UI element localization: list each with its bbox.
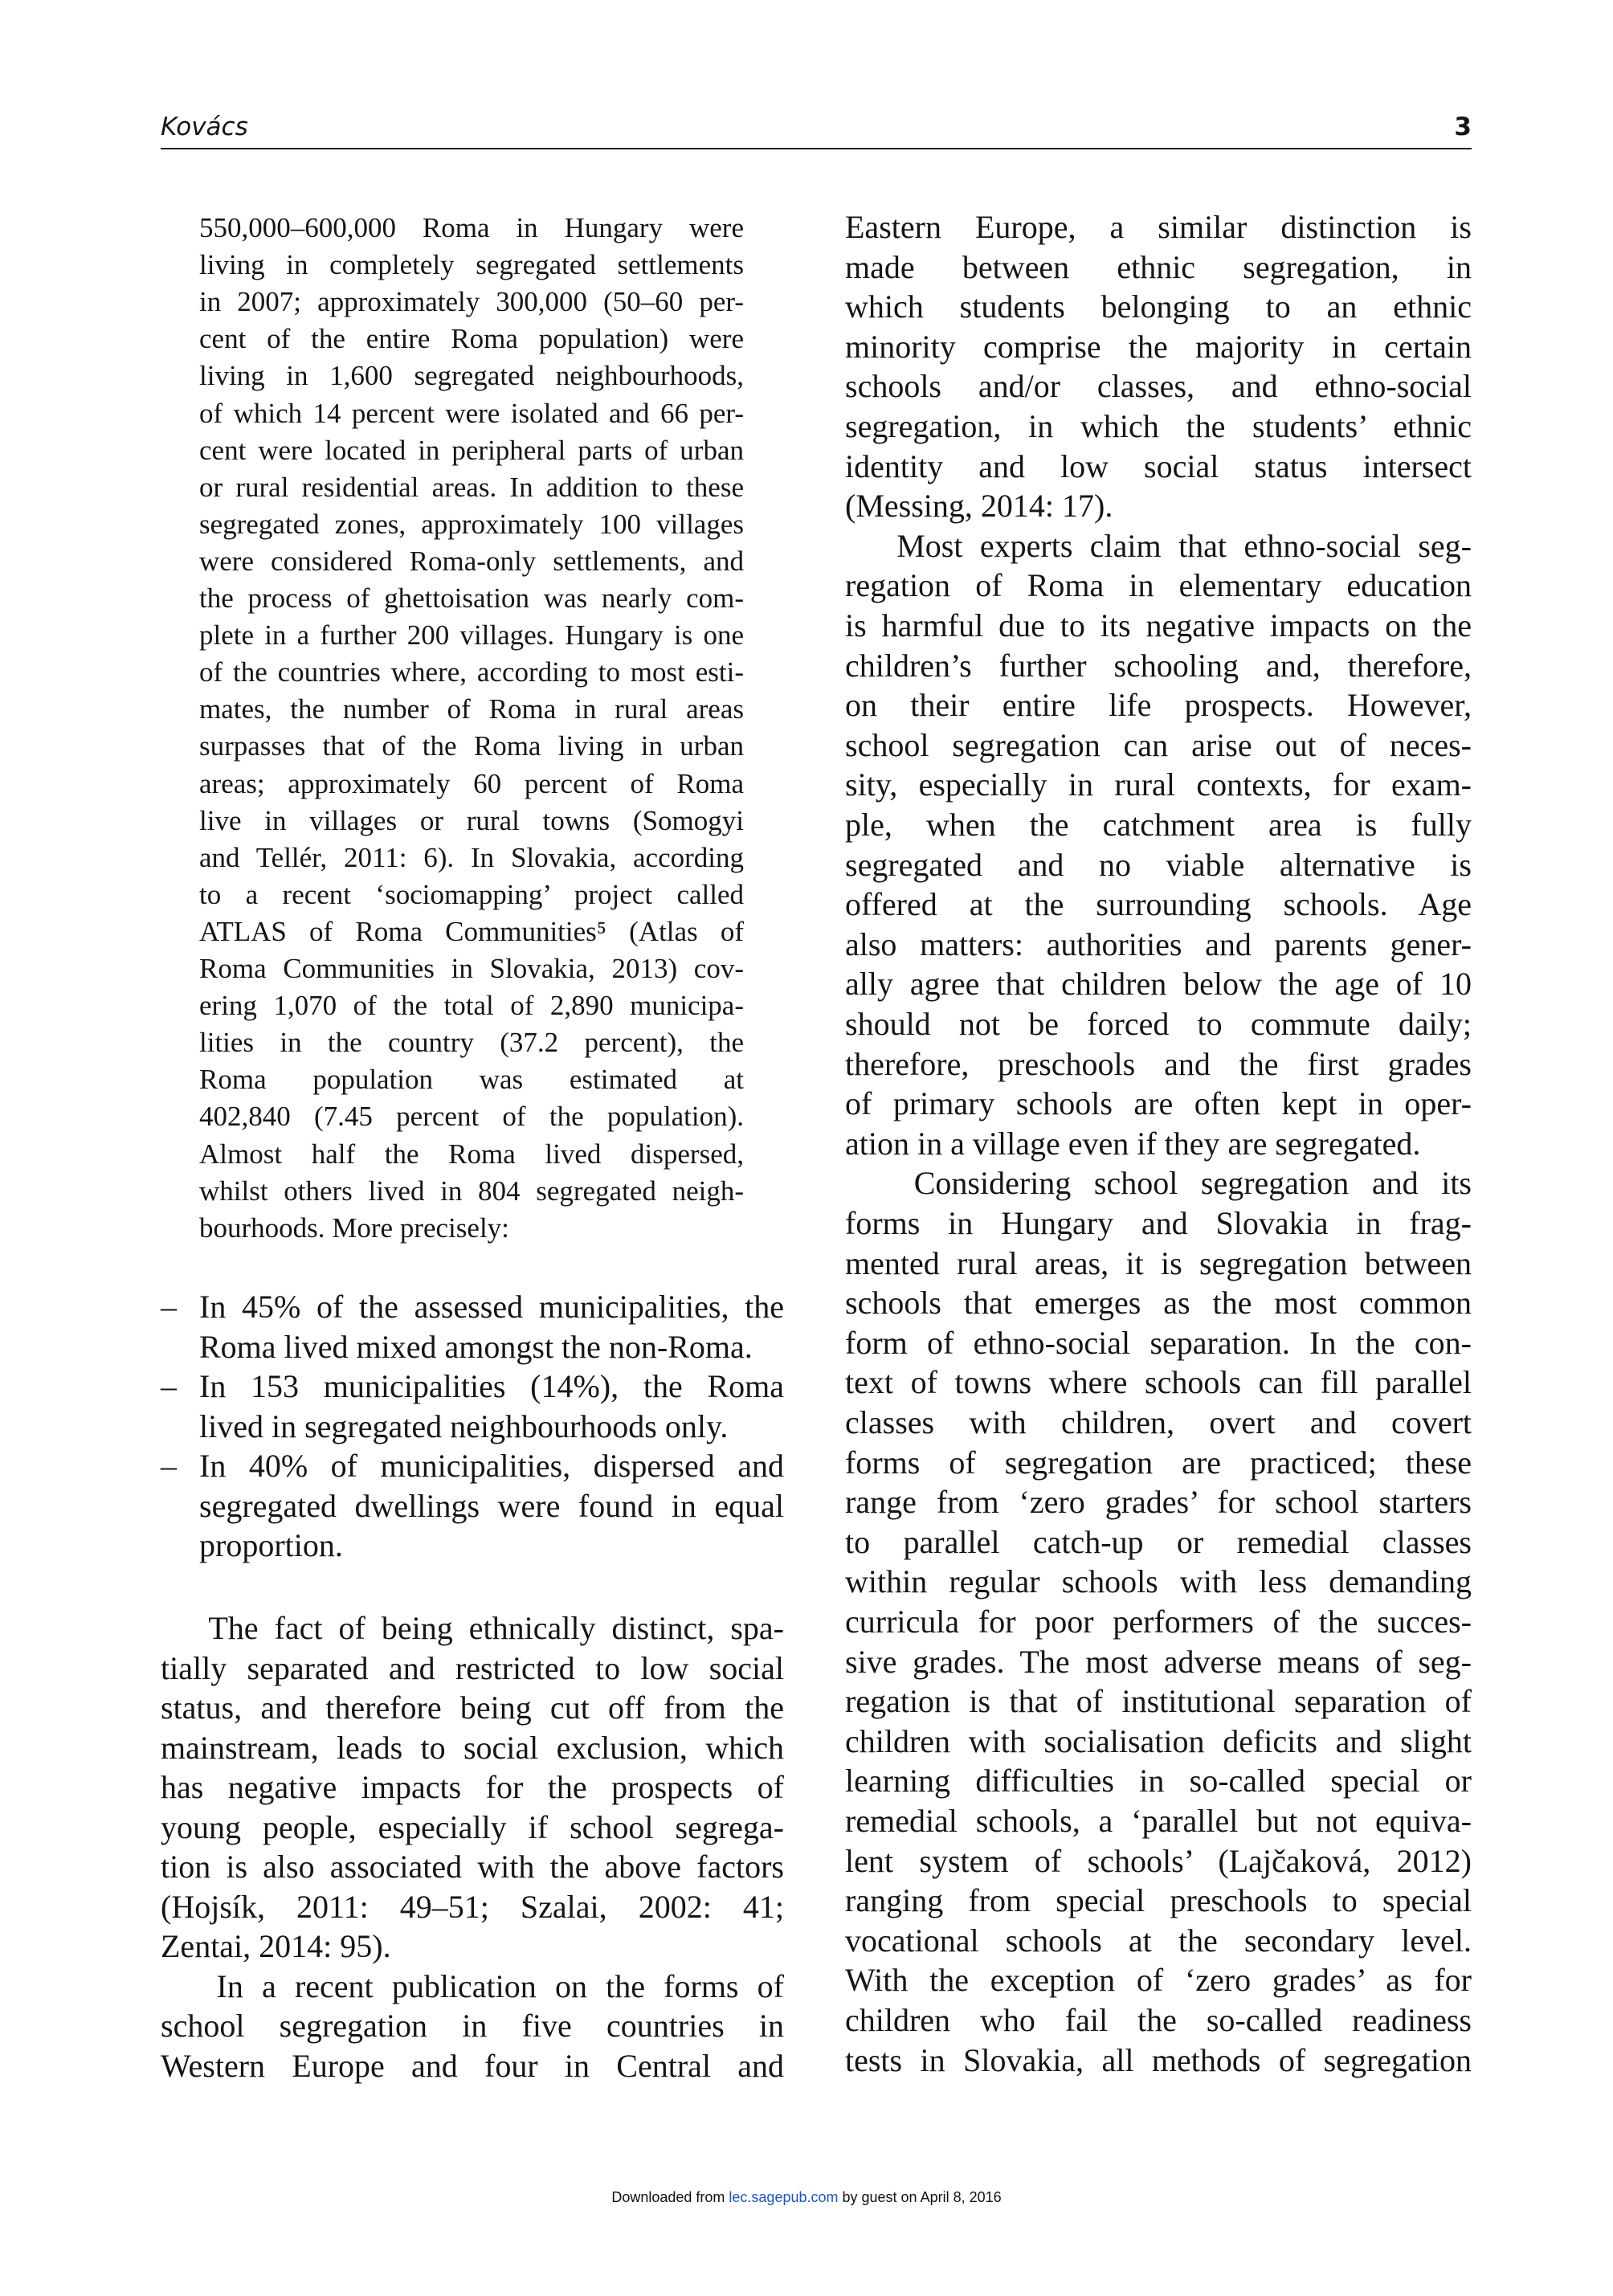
right-paragraph-line: learning difficulties in so-called special or xyxy=(845,1763,1472,1800)
right-paragraph-line: lent system of schools’ (Lajčaková, 2012) xyxy=(845,1842,1472,1879)
right-paragraph-line: sive grades. The most adverse means of seg- xyxy=(845,1643,1472,1680)
right-paragraph-line: text of towns where schools can fill parallel xyxy=(845,1364,1472,1401)
extract-line: live in villages or rural towns (Somogyi xyxy=(199,804,744,836)
bullet-item-line: lived in segregated neighbourhoods only. xyxy=(199,1407,729,1444)
right-paragraph-line: form of ethno-social separation. In the con- xyxy=(845,1324,1472,1361)
left-paragraph-line: Western Europe and four in Central and xyxy=(161,2047,784,2084)
extract-line: Almost half the Roma lived dispersed, xyxy=(199,1138,744,1170)
footer-prefix: Downloaded from xyxy=(611,2189,729,2205)
left-paragraph-line: The fact of being ethnically distinct, spa- xyxy=(161,1610,784,1646)
extract-line: were considered Roma-only settlements, and xyxy=(199,545,744,577)
right-paragraph-line: children with socialisation deficits and slight xyxy=(845,1722,1472,1759)
extract-line: lities in the country (37.2 percent), the xyxy=(199,1027,744,1059)
right-paragraph-line: school segregation can arise out of neces- xyxy=(845,726,1472,763)
right-paragraph-line: vocational schools at the secondary level. xyxy=(845,1922,1472,1959)
running-head-author: Kovács xyxy=(161,112,248,141)
extract-line: the process of ghettoisation was nearly com- xyxy=(199,582,744,614)
extract-line: Roma Communities in Slovakia, 2013) cov- xyxy=(199,953,744,984)
running-head xyxy=(161,108,1472,146)
right-paragraph-line: offered at the surrounding schools. Age xyxy=(845,886,1472,923)
right-paragraph-line: remedial schools, a ‘parallel but not equiva- xyxy=(845,1803,1472,1839)
right-paragraph-line: therefore, preschools and the first grades xyxy=(845,1045,1472,1082)
right-paragraph-line: also matters: authorities and parents gener- xyxy=(845,925,1472,962)
right-paragraph-line: ally agree that children below the age of 10 xyxy=(845,966,1472,1003)
extract-line: whilst others lived in 804 segregated neigh- xyxy=(199,1175,744,1207)
bullet-dash: – xyxy=(161,1368,177,1404)
extract-line: mates, the number of Roma in rural areas xyxy=(199,693,744,725)
right-paragraph-line: to parallel catch-up or remedial classes xyxy=(845,1523,1472,1560)
left-paragraph-line: school segregation in five countries in xyxy=(161,2008,784,2044)
right-paragraph-line: children who fail the so-called readiness xyxy=(845,2002,1472,2038)
footer-link[interactable]: lec.sagepub.com xyxy=(729,2189,839,2205)
extract-line: cent of the entire Roma population) were xyxy=(199,323,744,355)
bullet-item-line: Roma lived mixed amongst the non-Roma. xyxy=(199,1328,753,1365)
right-paragraph-line: curricula for poor performers of the succes- xyxy=(845,1604,1472,1640)
extract-line: 402,840 (7.45 percent of the population). xyxy=(199,1101,744,1133)
bullet-item-line: In 45% of the assessed municipalities, the xyxy=(199,1289,784,1325)
left-paragraph-line: Zentai, 2014: 95). xyxy=(161,1928,391,1964)
extract-line: Roma population was estimated at xyxy=(199,1064,744,1096)
left-paragraph-line: young people, especially if school segrega- xyxy=(161,1808,784,1845)
left-paragraph-line: In a recent publication on the forms of xyxy=(161,1967,784,2004)
left-paragraph-line: tion is also associated with the above factors xyxy=(161,1849,784,1885)
right-paragraph-line: Most experts claim that ethno-social seg- xyxy=(845,527,1472,564)
extract-line: segregated zones, approximately 100 villages xyxy=(199,508,744,540)
bullet-item-line: proportion. xyxy=(199,1527,343,1563)
right-paragraph-line: on their entire life prospects. However, xyxy=(845,687,1472,724)
right-paragraph-line: minority comprise the majority in certain xyxy=(845,328,1472,365)
extract-line: to a recent ‘sociomapping’ project called xyxy=(199,878,744,910)
extract-line: plete in a further 200 villages. Hungary is one xyxy=(199,619,744,652)
extract-line: living in 1,600 segregated neighbourhoods, xyxy=(199,360,744,392)
right-paragraph-line: Considering school segregation and its xyxy=(845,1165,1472,1202)
right-paragraph-line: forms of segregation are practiced; these xyxy=(845,1444,1472,1481)
right-paragraph-line: is harmful due to its negative impacts on the xyxy=(845,607,1472,643)
left-paragraph-line: tially separated and restricted to low social xyxy=(161,1649,784,1686)
right-paragraph-line: schools that emerges as the most common xyxy=(845,1285,1472,1322)
bullet-item-line: segregated dwellings were found in equal xyxy=(199,1487,784,1524)
extract-line: ering 1,070 of the total of 2,890 municipa- xyxy=(199,990,744,1022)
right-paragraph-line: segregation, in which the students’ ethnic xyxy=(845,408,1472,444)
right-paragraph-line: sity, especially in rural contexts, for exam- xyxy=(845,766,1472,803)
right-paragraph-line: segregated and no viable alternative is xyxy=(845,846,1472,883)
right-paragraph-line: which students belonging to an ethnic xyxy=(845,288,1472,325)
download-footer xyxy=(0,2187,1613,2208)
right-paragraph-line: within regular schools with less demanding xyxy=(845,1563,1472,1600)
footer-suffix: by guest on April 8, 2016 xyxy=(838,2189,1002,2205)
right-paragraph-line: regation is that of institutional separation of xyxy=(845,1683,1472,1720)
right-paragraph-line: ranging from special preschools to special xyxy=(845,1882,1472,1919)
header-rule xyxy=(161,148,1472,149)
left-paragraph-line: mainstream, leads to social exclusion, which xyxy=(161,1729,784,1766)
right-paragraph-line: classes with children, overt and covert xyxy=(845,1404,1472,1440)
right-paragraph-line: (Messing, 2014: 17). xyxy=(845,488,1113,525)
right-paragraph-line: schools and/or classes, and ethno-social xyxy=(845,368,1472,405)
left-paragraph-line: has negative impacts for the prospects of xyxy=(161,1769,784,1805)
extract-line: 550,000–600,000 Roma in Hungary were xyxy=(199,212,744,243)
right-paragraph-line: mented rural areas, it is segregation between xyxy=(845,1244,1472,1281)
right-paragraph-line: identity and low social status intersect xyxy=(845,447,1472,484)
right-paragraph-line: regation of Roma in elementary education xyxy=(845,567,1472,604)
extract-line: of the countries where, according to most esti- xyxy=(199,656,744,688)
right-paragraph-line: forms in Hungary and Slovakia in frag- xyxy=(845,1205,1472,1241)
right-paragraph-line: Eastern Europe, a similar distinction is xyxy=(845,209,1472,245)
extract-line: surpasses that of the Roma living in urban xyxy=(199,730,744,762)
extract-line: areas; approximately 60 percent of Roma xyxy=(199,767,744,799)
extract-line: living in completely segregated settlements xyxy=(199,249,744,281)
right-paragraph-line: of primary schools are often kept in oper- xyxy=(845,1085,1472,1122)
extract-line: bourhoods. More precisely: xyxy=(199,1211,509,1244)
extract-line: cent were located in peripheral parts of urban xyxy=(199,434,744,466)
right-paragraph-line: made between ethnic segregation, in xyxy=(845,248,1472,285)
extract-line: ATLAS of Roma Communities⁵ (Atlas of xyxy=(199,915,744,947)
extract-line: in 2007; approximately 300,000 (50–60 per- xyxy=(199,286,744,318)
bullet-item-line: In 153 municipalities (14%), the Roma xyxy=(199,1368,784,1404)
left-paragraph-line: status, and therefore being cut off from the xyxy=(161,1689,784,1726)
extract-line: and Tellér, 2011: 6). In Slovakia, according xyxy=(199,841,744,873)
right-paragraph-line: With the exception of ‘zero grades’ as for xyxy=(845,1962,1472,1999)
right-paragraph-line: ple, when the catchment area is fully xyxy=(845,807,1472,843)
right-paragraph-line: children’s further schooling and, therefore, xyxy=(845,647,1472,684)
right-paragraph-line: ation in a village even if they are segregated. xyxy=(845,1125,1421,1162)
bullet-dash: – xyxy=(161,1448,177,1484)
right-paragraph-line: should not be forced to commute daily; xyxy=(845,1006,1472,1042)
bullet-dash: – xyxy=(161,1289,177,1325)
left-paragraph-line: (Hojsík, 2011: 49–51; Szalai, 2002: 41; xyxy=(161,1888,784,1925)
bullet-item-line: In 40% of municipalities, dispersed and xyxy=(199,1448,784,1484)
right-paragraph-line: range from ‘zero grades’ for school starters xyxy=(845,1484,1472,1521)
extract-line: or rural residential areas. In addition to these xyxy=(199,471,744,503)
page-number: 3 xyxy=(1454,112,1472,141)
extract-line: of which 14 percent were isolated and 66 per- xyxy=(199,397,744,429)
right-paragraph-line: tests in Slovakia, all methods of segregation xyxy=(845,2041,1472,2078)
